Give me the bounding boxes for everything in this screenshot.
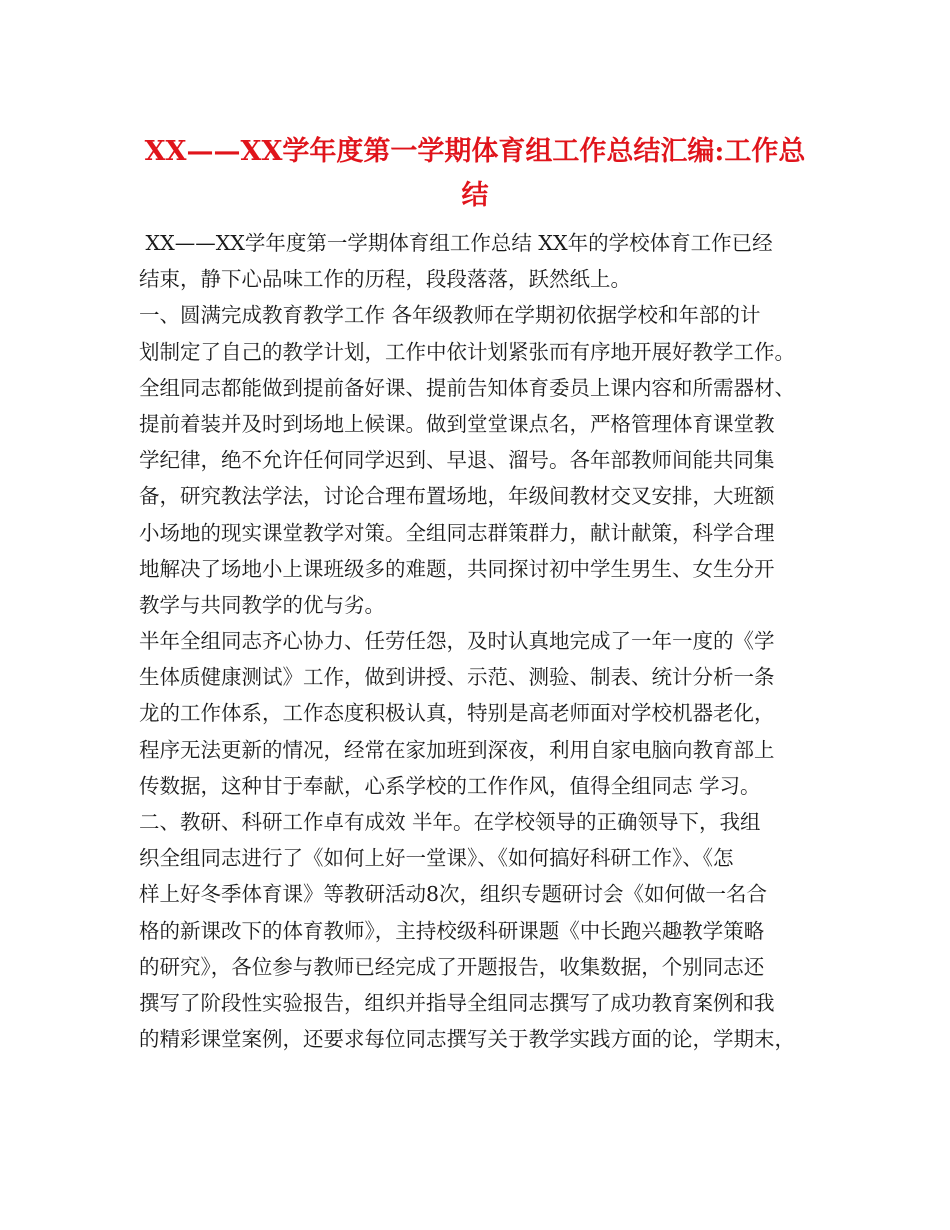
body-line: 龙的工作体系，工作态度积极认真，特别是高老师面对学校机器老化， — [139, 701, 775, 726]
body-line: 结束，静下心品味工作的历程，段段落落，跃然纸上。 — [139, 267, 631, 292]
body-line: 提前着装并及时到场地上候课。做到堂堂课点名，严格管理体育课堂教 — [139, 411, 775, 436]
body-line: 一、圆满完成教育教学工作 各年级教师在学期初依据学校和年部的计 — [139, 303, 761, 328]
body-line: 学纪律，绝不允许任何同学迟到、早退、溜号。各年部教师间能共同集 — [139, 448, 775, 473]
body-line: 格的新课改下的体育教师》，主持校级科研课题《中长跑兴趣教学策略 — [139, 918, 765, 943]
title-line-1: XX——XX学年度第一学期体育组工作总结汇编:工作总 — [144, 136, 806, 167]
body-line: 地解决了场地小上课班级多的难题，共同探讨初中学生男生、女生分开 — [139, 556, 775, 581]
body-line: 备，研究教法学法，讨论合理布置场地，年级间教材交叉安排，大班额 — [139, 484, 775, 509]
body-line: 教学与共同教学的优与劣。 — [139, 592, 385, 617]
body-line: 样上好冬季体育课》等教研活动8次，组织专题研讨会《如何做一名合 — [139, 882, 768, 907]
body-line: 织全组同志进行了《如何上好一堂课》、《如何搞好科研工作》、《怎 — [139, 846, 734, 871]
body-line: 程序无法更新的情况，经常在家加班到深夜，利用自家电脑向教育部上 — [139, 737, 775, 762]
body-line: 划制定了自己的教学计划，工作中依计划紧张而有序地开展好教学工作。 — [139, 339, 795, 364]
title-line-2: 结 — [461, 180, 489, 211]
body-line: 传数据，这种甘于奉献，心系学校的工作作风，值得全组同志 学习。 — [139, 773, 761, 798]
body-line: 小场地的现实课堂教学对策。全组同志群策群力，献计献策，科学合理 — [139, 520, 775, 545]
document-body — [139, 225, 829, 1057]
body-line: 二、教研、科研工作卓有成效 半年。在学校领导的正确领导下，我组 — [139, 810, 761, 834]
document-title — [130, 130, 820, 218]
body-line: 的研究》，各位参与教师已经完成了开题报告，收集数据，个别同志还 — [139, 954, 765, 979]
body-line: 生体质健康测试》工作，做到讲授、示范、测验、制表、统计分析一条 — [139, 665, 775, 690]
body-line: 全组同志都能做到提前备好课、提前告知体育委员上课内容和所需器材、 — [139, 375, 795, 400]
body-line: 的精彩课堂案例，还要求每位同志撰写关于教学实践方面的论，学期末， — [139, 1027, 795, 1052]
body-line: 半年全组同志齐心协力、任劳任怨，及时认真地完成了一年一度的《学 — [139, 629, 775, 654]
body-line: XX——XX学年度第一学期体育组工作总结 XX年的学校体育工作已经 — [139, 231, 773, 255]
body-line: 撰写了阶段性实验报告，组织并指导全组同志撰写了成功教育案例和我 — [139, 990, 775, 1015]
